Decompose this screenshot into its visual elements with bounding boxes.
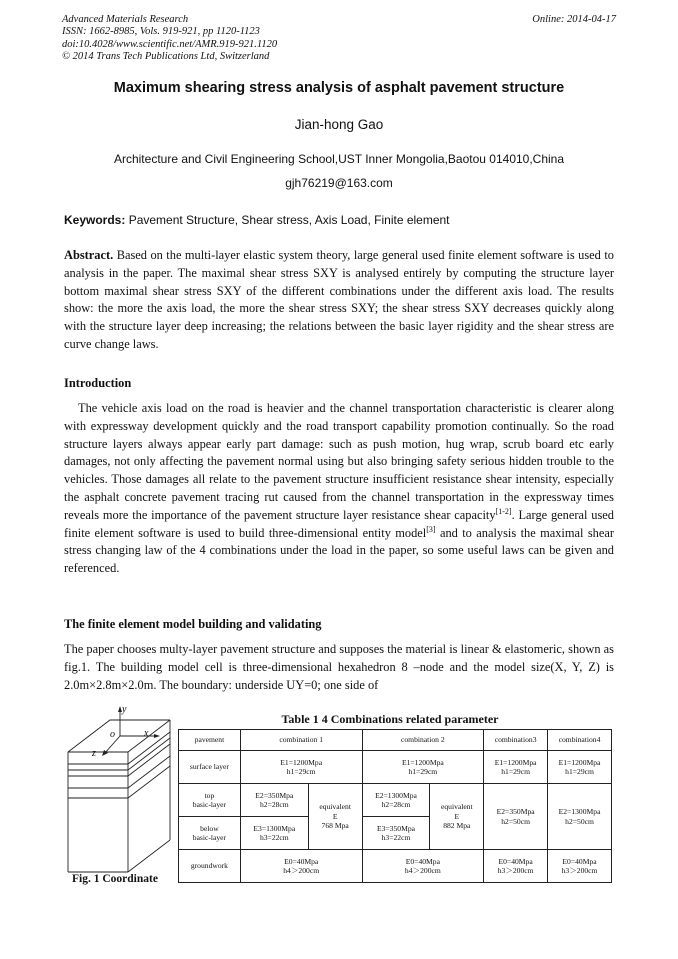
- doi-line: doi:10.4028/www.scientific.net/AMR.919-921.1120: [62, 38, 278, 50]
- basic-c3: E2=350Mpa h2=50cm: [484, 784, 548, 850]
- figure-1-coordinate: [60, 704, 180, 890]
- top-basic-c1: E2=350Mpa h2=28cm: [240, 784, 308, 817]
- header-pavement: pavement: [179, 730, 241, 751]
- below-basic-c1: E3=1300Mpa h3=22cm: [240, 817, 308, 850]
- combination-1-equivalent: equivalent E 768 Mpa: [308, 784, 362, 850]
- top-basic-c2: E2=1300Mpa h2=28cm: [362, 784, 430, 817]
- header-combination-3: combination3: [484, 730, 548, 751]
- header-combination-4: combination4: [548, 730, 612, 751]
- copyright-line: © 2014 Trans Tech Publications Ltd, Switzerland: [62, 50, 270, 62]
- journal-name: Advanced Materials Research: [62, 14, 189, 25]
- affiliation: Architecture and Civil Engineering School,UST Inner Mongolia,Baotou 014010,China: [113, 152, 565, 166]
- author-email[interactable]: gjh76219@163.com: [285, 176, 393, 190]
- axis-label-z: z: [92, 748, 96, 759]
- table-row-groundwork: [179, 850, 612, 883]
- basic-c4: E2=1300Mpa h2=50cm: [548, 784, 612, 850]
- surface-c1: E1=1200Mpa h1=29cm: [240, 751, 362, 784]
- introduction-heading: Introduction: [64, 376, 132, 390]
- issn-line: ISSN: 1662-8985, Vols. 919-921, pp 1120-1123: [62, 26, 260, 38]
- paper-title: Maximum shearing stress analysis of asphalt pavement structure: [113, 80, 565, 96]
- row-label-groundwork: groundwork: [179, 850, 241, 883]
- ground-c4: E0=40Mpa h3＞200cm: [548, 850, 612, 883]
- citation-3[interactable]: [3]: [426, 524, 436, 534]
- abstract-label: Abstract.: [64, 248, 114, 262]
- online-date: Online: 2014-04-17: [532, 14, 616, 25]
- keywords-line: [64, 213, 450, 227]
- keywords-label: Keywords:: [64, 213, 126, 227]
- ground-c2: E0=40Mpa h4＞200cm: [362, 850, 484, 883]
- abstract-paragraph: [64, 247, 614, 354]
- table-row-surface: [179, 751, 612, 784]
- intro-text-b: . Large general used finite element software is used to build three-dimensional entity model: [64, 507, 614, 540]
- table-row-top-basic: [179, 784, 612, 817]
- intro-text-c: and to analysis the maximal shear stress changing law of the 4 combinations under the load in the paper, so some useful laws can be given and referenced.: [64, 525, 614, 576]
- header-combination-1: combination 1: [240, 730, 362, 751]
- axis-label-y: y: [122, 704, 127, 715]
- keywords-text: Pavement Structure, Shear stress, Axis Load, Finite element: [125, 213, 450, 227]
- journal-header: [62, 14, 277, 63]
- surface-c2: E1=1200Mpa h1=29cm: [362, 751, 484, 784]
- layered-block-drawing: [60, 704, 180, 890]
- header-combination-2: combination 2: [362, 730, 484, 751]
- row-label-surface: surface layer: [179, 751, 241, 784]
- model-section-heading: The finite element model building and validating: [64, 617, 322, 631]
- row-label-below-basic: below basic-layer: [179, 817, 241, 850]
- row-label-top-basic: top basic-layer: [179, 784, 241, 817]
- abstract-text: Based on the multi-layer elastic system theory, large general used finite element software is used to analysis in the paper. The maximal shear stress SXY is analysed entirely by computing the structure layer bottom maximal shear stress SXY of the different combinations under the different axis load. The results show: the more the axis load, the more the shear stress SXY; the shear stress SXY decreases quickly along with the structure layer deep increasing; the relations between the basic layer rigidity and the shear stress are curve change laws.: [64, 248, 614, 351]
- table-header-row: [179, 730, 612, 751]
- ground-c1: E0=40Mpa h4＞200cm: [240, 850, 362, 883]
- combinations-table: [178, 729, 612, 883]
- surface-c3: E1=1200Mpa h1=29cm: [484, 751, 548, 784]
- ground-c3: E0=40Mpa h3＞200cm: [484, 850, 548, 883]
- axis-label-o: o: [110, 729, 115, 740]
- intro-text-a: The vehicle axis load on the road is heavier and the channel transportation characteristic is clearer along with expressway development quickly and the road transport capability promotion continually. So the road structure layers always appear early part damage: such as push motion, hug wrap, scrub board etc early damages, not only affecting the pavement normal using but also bringing safety serious hidden trouble to the vehicles. Those damages all relate to the pavement structure insufficient resistance shear intensity, especially the asphalt concrete pavement tracing rut caused from the channel transportation in the expressway times reveals more the importance of the pavement structure layer resistance shear capacity: [64, 401, 614, 522]
- figure-1-caption: Fig. 1 Coordinate: [72, 873, 158, 885]
- surface-c4: E1=1200Mpa h1=29cm: [548, 751, 612, 784]
- author-name: Jian-hong Gao: [294, 117, 384, 132]
- introduction-paragraph: [64, 400, 614, 578]
- citation-1-2[interactable]: [1-2]: [495, 506, 512, 516]
- below-basic-c2: E3=350Mpa h3=22cm: [362, 817, 430, 850]
- table-1-caption: Table 1 4 Combinations related parameter: [281, 712, 499, 726]
- model-section-paragraph: The paper chooses multy-layer pavement structure and supposes the material is linear & elastomeric, shown as fig.1. The building model cell is three-dimensional hexahedron 8 –node and the model size(X, Y, Z) is 2.0m×2.8m×2.0m. The boundary: underside UY=0; one side of: [64, 642, 614, 692]
- axis-label-x: x: [144, 728, 149, 739]
- combination-2-equivalent: equivalent E 882 Mpa: [430, 784, 484, 850]
